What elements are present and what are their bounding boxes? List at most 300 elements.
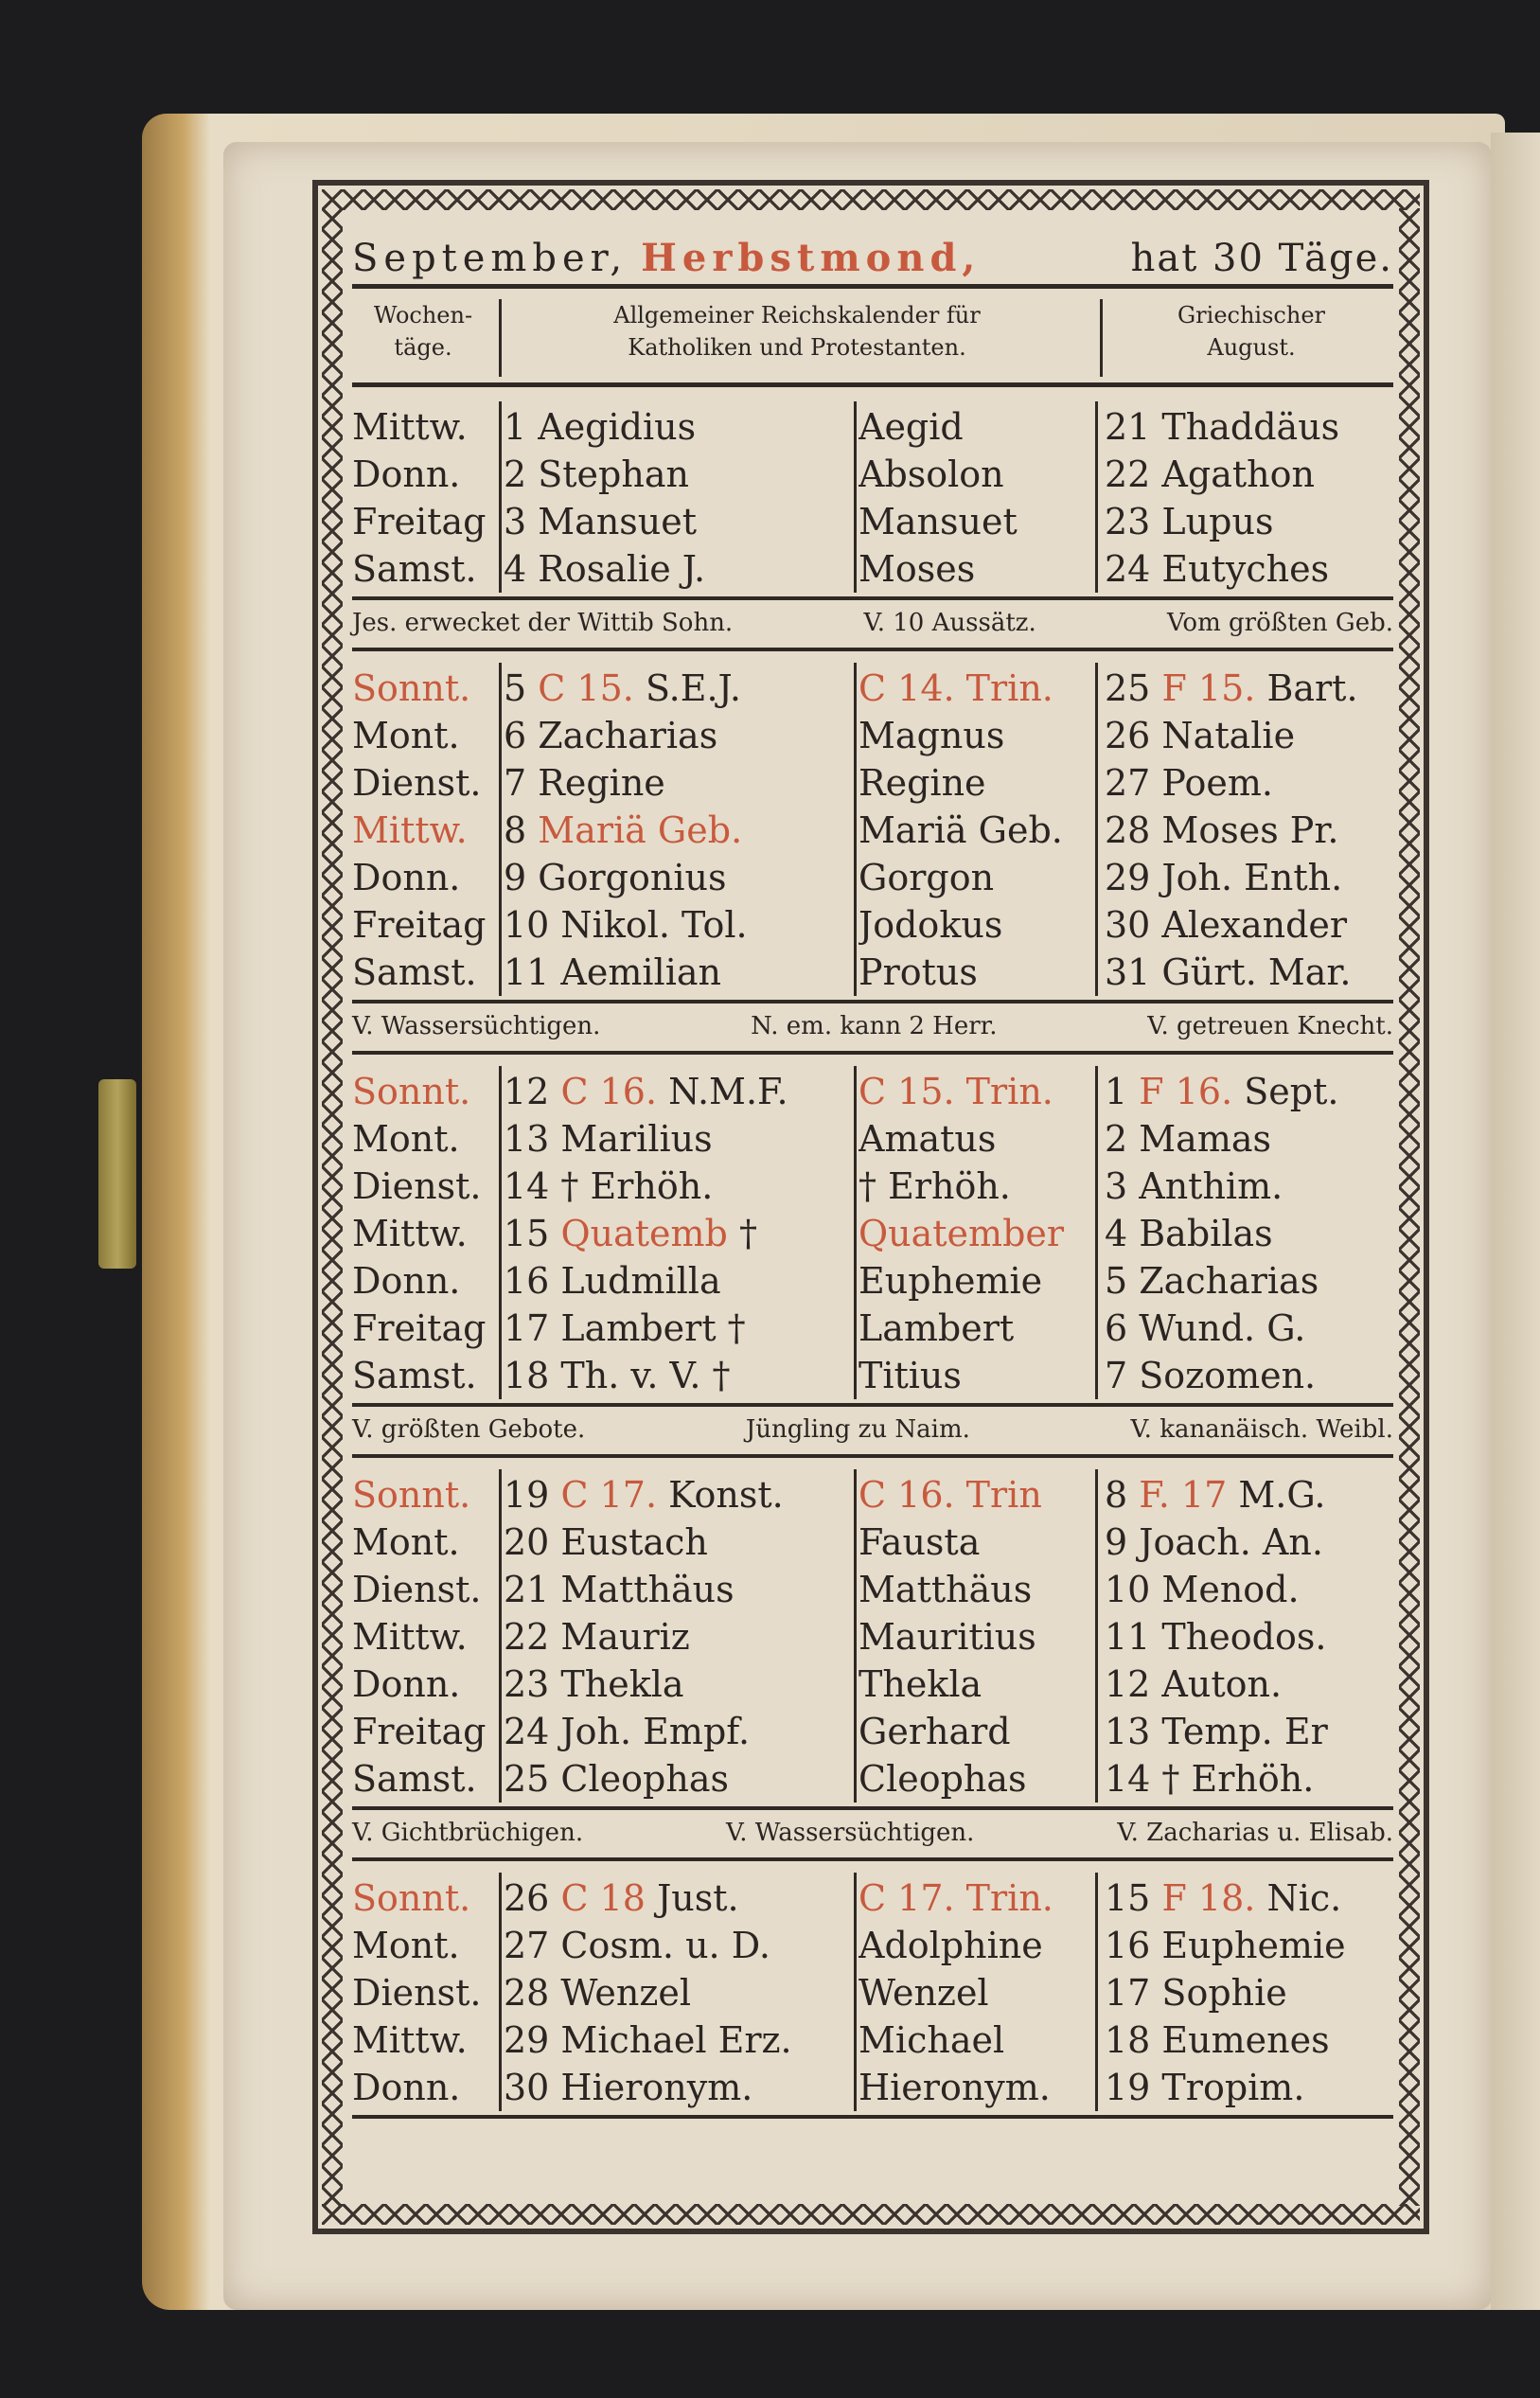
feast-marker: C 18 [560,1877,646,1919]
weekday-cell [352,854,494,901]
saint-name: Sept. [1244,1071,1339,1112]
saint-name: 12 Auton. [1105,1663,1283,1705]
calendar-row [352,1755,1393,1803]
saint-name: 14 † Erhöh. [1105,1758,1315,1800]
date-number: 8 [504,809,527,851]
calendar-row [352,1566,1393,1613]
calendar-row [352,665,1393,712]
greek-calendar-cell [1105,545,1393,593]
catholic-saint-cell [504,498,854,545]
saint-name: 20 Eustach [504,1521,708,1563]
weekday-label: Samst. [352,1758,477,1800]
date-number: 19 [504,1474,550,1516]
feast-marker: F 15. [1161,667,1256,709]
weekday-cell [352,1352,494,1399]
calendar-row [352,807,1393,854]
day-count: hat 30 Täge. [1130,237,1393,280]
gospel-reference: V. kananäisch. Weibl. [1130,1415,1393,1444]
week-rule [352,2115,1393,2119]
column-divider [499,299,502,377]
saint-name: N.M.F. [668,1071,788,1112]
feast-marker: Quatemb [560,1213,728,1254]
catholic-saint-cell [504,901,854,949]
saint-name: Wenzel [859,1972,989,2014]
catholic-saint-cell [504,1969,854,2016]
gospel-reference: V. Gichtbrüchigen. [352,1819,584,1847]
feast-marker: C 17. [560,1474,658,1516]
catholic-saint-cell [504,2064,854,2111]
saint-name: 7 Sozomen. [1105,1355,1317,1396]
protestant-saint-cell [859,2016,1100,2064]
weekday-label: Mont. [352,1118,460,1160]
saint-name: Matthäus [859,1569,1033,1610]
date-number: 15 [1105,1877,1151,1919]
saint-name: Just. [657,1877,739,1919]
weekday-label: Donn. [352,1663,461,1705]
gospel-rule [352,1857,1393,1861]
saint-name: Jodokus [859,904,1003,946]
weekday-cell [352,545,494,593]
weekday-label: Mont. [352,1521,460,1563]
weekday-label: Freitag [352,1307,487,1349]
calendar-row [352,1613,1393,1661]
greek-calendar-cell [1105,498,1393,545]
calendar-row [352,545,1393,593]
greek-calendar-cell [1105,1352,1393,1399]
catholic-saint-cell [504,1210,854,1257]
catholic-saint-cell [504,854,854,901]
header-rule [352,284,1393,289]
calendar-row [352,1163,1393,1210]
greek-calendar-cell [1105,1874,1393,1922]
calendar-row [352,901,1393,949]
protestant-saint-cell [859,949,1100,996]
weekday-cell [352,1755,494,1803]
general-calendar-column-header: Allgemeiner Reichskalender für Katholiken und Protestanten. [613,302,981,361]
feast-marker: C 15. [538,667,634,709]
catholic-saint-cell [504,1068,854,1115]
weekday-label: Mittw. [352,406,468,448]
catholic-saint-cell [504,1163,854,1210]
protestant-saint-cell [859,1519,1100,1566]
weekday-label: Freitag [352,904,487,946]
feast-marker: C 15. Trin. [859,1071,1053,1112]
gospel-line [352,1409,1393,1450]
saint-name: 18 Th. v. V. † [504,1355,731,1396]
greek-calendar-cell [1105,759,1393,807]
protestant-saint-cell [859,901,1100,949]
saint-name: 10 Nikol. Tol. [504,904,748,946]
feast-marker: C 17. Trin. [859,1877,1053,1919]
saint-name: 24 Joh. Empf. [504,1711,751,1752]
weekday-cell [352,712,494,759]
date-number: 8 [1105,1474,1128,1516]
calendar-row [352,1708,1393,1755]
greek-calendar-cell [1105,451,1393,498]
catholic-saint-cell [504,949,854,996]
weekday-cell [352,1068,494,1115]
saint-name: Bart. [1266,667,1358,709]
weekday-label: Dienst. [352,762,482,804]
saint-name: 30 Hieronym. [504,2067,753,2108]
column-header-rule [352,382,1393,387]
catholic-saint-cell [504,545,854,593]
calendar-row [352,1969,1393,2016]
greek-calendar-cell [1105,854,1393,901]
saint-name: 31 Gürt. Mar. [1105,951,1352,993]
saint-name: 5 Zacharias [1105,1260,1319,1302]
weekday-label: Mittw. [352,2019,468,2061]
facing-page-edge [1491,133,1540,2310]
protestant-saint-cell [859,665,1100,712]
catholic-saint-cell [504,1708,854,1755]
week-rule [352,1403,1393,1407]
calendar-row [352,1519,1393,1566]
saint-name: Cleophas [859,1758,1027,1800]
gospel-reference: V. größten Gebote. [352,1415,586,1444]
feast-marker: Quatember [859,1213,1065,1254]
saint-name: 21 Matthäus [504,1569,735,1610]
protestant-saint-cell [859,1708,1100,1755]
weekday-cell [352,1257,494,1305]
saint-name: 24 Eutyches [1105,548,1330,590]
saint-name: 16 Ludmilla [504,1260,721,1302]
date-number: 12 [504,1071,550,1112]
catholic-saint-cell [504,403,854,451]
saint-name: 14 † Erhöh. [504,1165,714,1207]
protestant-saint-cell [859,807,1100,854]
calendar-row [352,451,1393,498]
catholic-saint-cell [504,759,854,807]
calendar-row [352,949,1393,996]
saint-name: 27 Poem. [1105,762,1273,804]
greek-calendar-cell [1105,1257,1393,1305]
saint-name: Thekla [859,1663,982,1705]
greek-calendar-cell [1105,1613,1393,1661]
saint-name: 18 Eumenes [1105,2019,1330,2061]
saint-name: 22 Mauriz [504,1616,690,1658]
protestant-saint-cell [859,1661,1100,1708]
protestant-saint-cell [859,2064,1100,2111]
weekday-label: Freitag [352,1711,487,1752]
saint-name: Euphemie [859,1260,1043,1302]
saint-name: 3 Mansuet [504,501,698,542]
saint-name: 1 Aegidius [504,406,697,448]
catholic-saint-cell [504,1471,854,1519]
week-rule [352,1806,1393,1810]
protestant-saint-cell [859,1922,1100,1969]
calendar-row [352,854,1393,901]
protestant-saint-cell [859,451,1100,498]
weekday-label: Samst. [352,1355,477,1396]
protestant-saint-cell [859,1115,1100,1163]
weekday-label: Mont. [352,1925,460,1966]
weekday-cell [352,1661,494,1708]
weekday-cell [352,403,494,451]
saint-name: Mariä Geb. [859,809,1063,851]
protestant-saint-cell [859,498,1100,545]
greek-calendar-cell [1105,1708,1393,1755]
saint-name: Regine [859,762,986,804]
feast-marker: F 16. [1139,1071,1233,1112]
protestant-saint-cell [859,1305,1100,1352]
catholic-saint-cell [504,712,854,759]
greek-calendar-cell [1105,1115,1393,1163]
saint-name: 6 Zacharias [504,715,718,756]
greek-calendar-cell [1105,949,1393,996]
weekday-cell [352,1613,494,1661]
protestant-saint-cell [859,854,1100,901]
date-number: 25 [1105,667,1151,709]
protestant-saint-cell [859,1969,1100,2016]
weekday-label: Sonnt. [352,667,471,709]
feast-marker: C 16. [560,1071,658,1112]
weekday-label: Donn. [352,1260,461,1302]
catholic-saint-cell [504,1613,854,1661]
protestant-saint-cell [859,545,1100,593]
saint-name: Aegid [859,406,964,448]
gospel-reference: V. Wassersüchtigen. [352,1012,601,1040]
calendar-content [352,225,1393,2194]
protestant-saint-cell [859,1566,1100,1613]
weekday-cell [352,807,494,854]
greek-calendar-cell [1105,1566,1393,1613]
border-left-ornament [322,208,343,2206]
saint-name: 11 Aemilian [504,951,721,993]
weekday-cell [352,1471,494,1519]
weekday-cell [352,1566,494,1613]
greek-calendar-cell [1105,1305,1393,1352]
saint-name: 27 Cosm. u. D. [504,1925,770,1966]
weekday-cell [352,1519,494,1566]
protestant-saint-cell [859,1210,1100,1257]
protestant-saint-cell [859,1874,1100,1922]
greek-calendar-cell [1105,1068,1393,1115]
gospel-rule [352,1051,1393,1055]
gospel-reference: V. Wassersüchtigen. [726,1819,975,1847]
gospel-rule [352,648,1393,651]
saint-name: 26 Natalie [1105,715,1296,756]
calendar-row [352,759,1393,807]
saint-name: 2 Mamas [1105,1118,1272,1160]
date-number: 26 [504,1877,550,1919]
calendar-row [352,498,1393,545]
saint-name: 28 Moses Pr. [1105,809,1339,851]
calendar-row [352,2064,1393,2111]
calendar-row [352,2016,1393,2064]
catholic-saint-cell [504,1566,854,1613]
catholic-saint-cell [504,1874,854,1922]
saint-name: M.G. [1238,1474,1326,1516]
weekday-cell [352,665,494,712]
feast-marker: Mariä Geb. [538,809,743,851]
gospel-reference: N. em. kann 2 Herr. [751,1012,998,1040]
border-top-ornament [322,189,1420,210]
catholic-saint-cell [504,1305,854,1352]
catholic-saint-cell [504,1755,854,1803]
greek-calendar-cell [1105,712,1393,759]
weekday-label: Mittw. [352,1213,468,1254]
saint-name: Lambert [859,1307,1015,1349]
greek-calendar-cell [1105,807,1393,854]
saint-name: Mauritius [859,1616,1036,1658]
saint-name: 30 Alexander [1105,904,1348,946]
saint-name: 9 Joach. An. [1105,1521,1323,1563]
weekday-cell [352,759,494,807]
saint-name: 23 Lupus [1105,501,1274,542]
saint-name: Absolon [859,453,1004,495]
calendar-row [352,1471,1393,1519]
feast-marker: F 18. [1161,1877,1256,1919]
gospel-reference: Jes. erwecket der Wittib Sohn. [352,609,734,637]
saint-name: Fausta [859,1521,981,1563]
protestant-saint-cell [859,1471,1100,1519]
native-month-name: Herbstmond, [641,236,982,280]
gospel-line [352,1812,1393,1854]
saint-name: Mansuet [859,501,1018,542]
weekday-cell [352,1969,494,2016]
weekday-cell [352,1210,494,1257]
protestant-saint-cell [859,403,1100,451]
saint-name: 9 Gorgonius [504,857,727,898]
gospel-reference: V. getreuen Knecht. [1147,1012,1393,1040]
weekday-label: Sonnt. [352,1877,471,1919]
weekday-label: Freitag [352,501,487,542]
calendar-row [352,1874,1393,1922]
weekday-label: Dienst. [352,1165,482,1207]
greek-calendar-cell [1105,1163,1393,1210]
saint-name: Hieronym. [859,2067,1051,2108]
greek-column-header: Griechischer August. [1177,302,1325,361]
weekday-label: Samst. [352,548,477,590]
date-number: 15 [504,1213,550,1254]
saint-name: 3 Anthim. [1105,1165,1283,1207]
saint-name: S.E.J. [645,667,741,709]
saint-name: Amatus [859,1118,997,1160]
catholic-saint-cell [504,451,854,498]
greek-calendar-cell [1105,1519,1393,1566]
saint-name: Michael [859,2019,1005,2061]
saint-name: 17 Sophie [1105,1972,1287,2014]
calendar-row [352,1115,1393,1163]
date-number: 5 [504,667,527,709]
border-bottom-ornament [322,2204,1420,2225]
protestant-saint-cell [859,1163,1100,1210]
greek-calendar-cell [1105,665,1393,712]
saint-name: 17 Lambert † [504,1307,746,1349]
saint-name: 13 Temp. Er [1105,1711,1328,1752]
gospel-rule [352,1454,1393,1458]
saint-name: 13 Marilius [504,1118,713,1160]
saint-name: Gerhard [859,1711,1011,1752]
weekday-label: Mittw. [352,809,468,851]
catholic-saint-cell [504,2016,854,2064]
month-name: September, [352,237,628,280]
calendar-row [352,403,1393,451]
saint-name: 29 Joh. Enth. [1105,857,1343,898]
column-divider [1100,299,1103,377]
calendar-row [352,1922,1393,1969]
protestant-saint-cell [859,1352,1100,1399]
catholic-saint-cell [504,1115,854,1163]
weekday-cell [352,949,494,996]
catholic-saint-cell [504,1922,854,1969]
gospel-line [352,602,1393,644]
catholic-saint-cell [504,1352,854,1399]
weekday-label: Donn. [352,857,461,898]
calendar-row [352,1257,1393,1305]
weekday-label: Donn. [352,2067,461,2108]
protestant-saint-cell [859,1755,1100,1803]
weekday-cell [352,498,494,545]
weekday-column-header: Wochen- täge. [373,302,473,361]
weekday-label: Mont. [352,715,460,756]
greek-calendar-cell [1105,403,1393,451]
saint-name: † [738,1213,757,1254]
catholic-saint-cell [504,1519,854,1566]
weekday-cell [352,2064,494,2111]
weekday-cell [352,451,494,498]
weekday-label: Sonnt. [352,1474,471,1516]
gospel-reference: Vom größten Geb. [1167,609,1393,637]
protestant-saint-cell [859,1068,1100,1115]
week-rule [352,596,1393,600]
weekday-label: Sonnt. [352,1071,471,1112]
greek-calendar-cell [1105,1922,1393,1969]
catholic-saint-cell [504,1257,854,1305]
weekday-cell [352,1163,494,1210]
weekday-label: Dienst. [352,1972,482,2014]
weekday-label: Mittw. [352,1616,468,1658]
saint-name: † Erhöh. [859,1165,1011,1207]
greek-calendar-cell [1105,2064,1393,2111]
saint-name: 6 Wund. G. [1105,1307,1306,1349]
weekday-cell [352,901,494,949]
gospel-line [352,1005,1393,1047]
saint-name: 23 Thekla [504,1663,684,1705]
greek-calendar-cell [1105,1755,1393,1803]
protestant-saint-cell [859,1257,1100,1305]
saint-name: 28 Wenzel [504,1972,692,2014]
calendar-row [352,1305,1393,1352]
saint-name: Konst. [668,1474,784,1516]
saint-name: 16 Euphemie [1105,1925,1346,1966]
saint-name: 22 Agathon [1105,453,1315,495]
saint-name: 10 Menod. [1105,1569,1300,1610]
saint-name: Gorgon [859,857,995,898]
saint-name: 11 Theodos. [1105,1616,1327,1658]
weekday-cell [352,1922,494,1969]
weekday-cell [352,1874,494,1922]
greek-calendar-cell [1105,2016,1393,2064]
saint-name: 7 Regine [504,762,665,804]
weekday-cell [352,1708,494,1755]
greek-calendar-cell [1105,901,1393,949]
feast-marker: C 14. Trin. [859,667,1053,709]
book-clasp [98,1079,136,1269]
saint-name: 29 Michael Erz. [504,2019,792,2061]
calendar-row [352,1210,1393,1257]
feast-marker: C 16. Trin [859,1474,1042,1516]
catholic-saint-cell [504,665,854,712]
gospel-reference: Jüngling zu Naim. [745,1415,970,1444]
weekday-label: Donn. [352,453,461,495]
date-number: 1 [1105,1071,1128,1112]
protestant-saint-cell [859,759,1100,807]
greek-calendar-cell [1105,1210,1393,1257]
calendar-row [352,1352,1393,1399]
gospel-reference: V. 10 Aussätz. [863,609,1036,637]
